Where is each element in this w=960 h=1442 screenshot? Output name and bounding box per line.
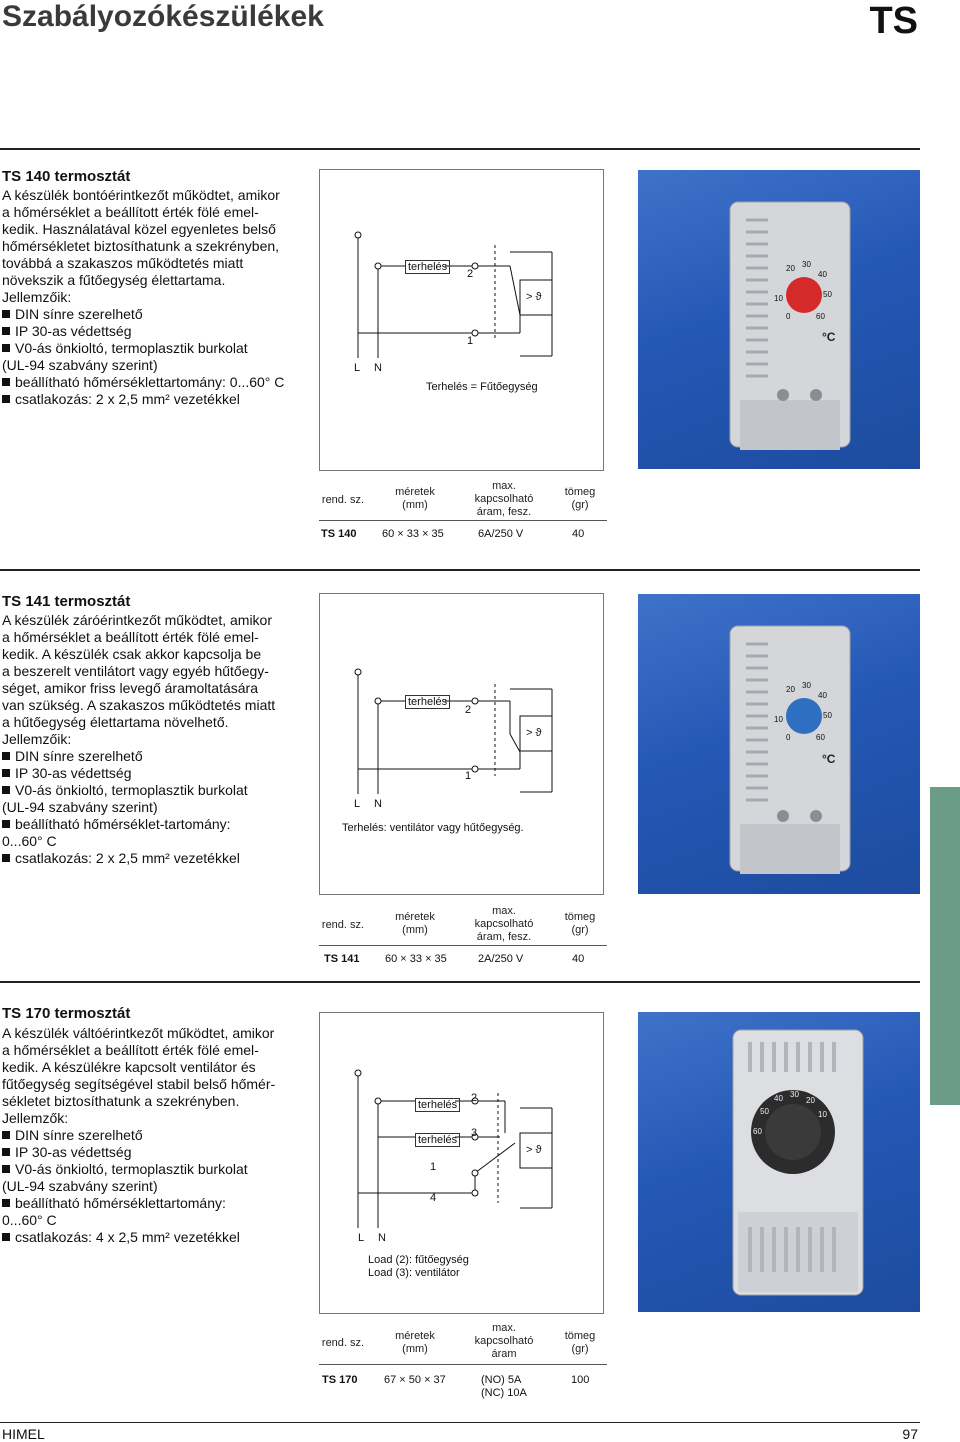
section-tab-marker — [930, 787, 960, 1105]
rating: (NO) 5A — [481, 1374, 522, 1386]
unit-label: °C — [822, 330, 836, 344]
feature-item: IP 30-as védettség — [2, 765, 302, 782]
product-photo — [638, 594, 920, 894]
feature-item: IP 30-as védettség — [2, 323, 302, 340]
order-code: TS 141 — [324, 953, 360, 965]
feature-item: (UL-94 szabvány szerint) — [2, 799, 158, 815]
dimensions: 60 × 33 × 35 — [385, 953, 447, 965]
thermostat-image — [638, 594, 920, 894]
column-header: rend. sz. — [321, 494, 365, 506]
desc-line: kedik. A készülék csak akkor kapcsolja be — [2, 646, 262, 662]
dial-mark: 60 — [753, 1127, 762, 1136]
wiring-schematic — [320, 594, 603, 894]
column-header: méretek (mm) — [395, 911, 435, 936]
desc-line: hőmérsékletet biztosíthatunk a szekrényben, — [2, 238, 280, 254]
spec-table — [319, 1322, 609, 1402]
spec-table — [319, 478, 609, 544]
feature-item: (UL-94 szabvány szerint) — [2, 357, 158, 373]
diagram-caption: Load (3): ventilátor — [368, 1267, 460, 1279]
series-code: TS — [869, 0, 918, 42]
neutral-label: N — [374, 362, 382, 374]
thermostat-image — [638, 170, 920, 469]
dial-mark: 10 — [774, 715, 783, 724]
terminal-label: 1 — [430, 1161, 437, 1173]
dial-mark: 10 — [774, 294, 783, 303]
load-label: terhelés — [405, 260, 450, 274]
wiring-diagram — [319, 1012, 604, 1314]
dial-mark: 20 — [806, 1096, 815, 1105]
order-code: TS 170 — [322, 1374, 358, 1386]
product-heading: TS 140 termosztát — [2, 168, 131, 185]
diagram-caption: Terhelés = Fűtőegység — [426, 381, 538, 393]
feature-item: 0...60° C — [2, 1212, 57, 1228]
neutral-label: N — [374, 798, 382, 810]
desc-line: a hűtőegység élettartama növelhető. — [2, 714, 229, 730]
page-number: 97 — [902, 1426, 918, 1442]
desc-line: a hőmérséklet a beállított érték fölé emel- — [2, 629, 259, 645]
feature-item: beállítható hőmérséklettartomány: — [2, 1195, 302, 1212]
desc-line: a hőmérséklet a beállított érték fölé emel- — [2, 1042, 259, 1058]
dial-mark: 20 — [786, 264, 795, 273]
desc-line: Jellemzőik: — [2, 289, 72, 305]
neutral-label: N — [378, 1232, 386, 1244]
feature-item: IP 30-as védettség — [2, 1144, 302, 1161]
feature-item: V0-ás önkioltó, termoplasztik burkolat — [2, 782, 302, 799]
dimensions: 60 × 33 × 35 — [382, 528, 444, 540]
terminal-label: 4 — [430, 1192, 437, 1204]
section-divider — [0, 569, 920, 571]
product-description — [2, 1025, 302, 1246]
desc-line: a hőmérséklet a beállított érték fölé emel- — [2, 204, 259, 220]
order-code: TS 140 — [321, 528, 357, 540]
load-label: terhelés — [405, 695, 450, 709]
desc-line: sékletet biztosíthatunk a szekrényben. — [2, 1093, 240, 1109]
terminal-label: 2 — [471, 1092, 478, 1104]
line-label: L — [358, 1232, 365, 1244]
column-header: méretek (mm) — [395, 1330, 435, 1355]
product-photo — [638, 1012, 920, 1312]
weight: 40 — [572, 953, 585, 965]
section-divider — [0, 981, 920, 983]
column-header: max. kapcsolható áram, fesz. — [474, 905, 534, 943]
dial-mark: 20 — [786, 685, 795, 694]
feature-item: beállítható hőmérséklettartomány: 0...60° C — [2, 374, 302, 391]
section-divider — [0, 148, 920, 150]
wiring-diagram — [319, 169, 604, 471]
dial-mark: 0 — [786, 733, 791, 742]
table-rule — [319, 945, 607, 946]
footer-rule — [0, 1422, 920, 1423]
product-heading: TS 170 termosztát — [2, 1005, 131, 1022]
column-header: tömeg (gr) — [564, 911, 596, 936]
dial-knob — [786, 277, 822, 313]
column-header: tömeg (gr) — [564, 1330, 596, 1355]
dimensions: 67 × 50 × 37 — [384, 1374, 446, 1386]
rating: 6A/250 V — [478, 528, 524, 540]
load-label: terhelés — [415, 1133, 460, 1147]
desc-line: van szükség. A szakaszos működtetés miatt — [2, 697, 276, 713]
feature-item: csatlakozás: 2 x 2,5 mm² vezetékkel — [2, 850, 302, 867]
line-label: L — [354, 362, 361, 374]
feature-item: DIN sínre szerelhető — [2, 306, 302, 323]
desc-line: A készülék záróérintkezőt működtet, amikor — [2, 612, 273, 628]
dial-mark: 30 — [802, 260, 811, 269]
rating: 2A/250 V — [478, 953, 524, 965]
spec-table — [319, 903, 609, 969]
diagram-caption: Load (2): fűtőegység — [368, 1254, 469, 1266]
thermostat-image — [638, 1012, 920, 1312]
terminal-label: 1 — [467, 335, 474, 347]
desc-line: kedik. Használatával közel egyenletes belső — [2, 221, 276, 237]
temperature-symbol: > ϑ — [526, 291, 542, 303]
dial-mark: 30 — [802, 681, 811, 690]
unit-label: °C — [822, 752, 836, 766]
desc-line: Jellemzőik: — [2, 731, 72, 747]
desc-line: séget, amikor friss levegő áramoltatására — [2, 680, 258, 696]
feature-item: V0-ás önkioltó, termoplasztik burkolat — [2, 340, 302, 357]
product-description — [2, 612, 302, 867]
column-header: rend. sz. — [321, 1337, 365, 1349]
feature-item: 0...60° C — [2, 833, 57, 849]
feature-item: beállítható hőmérséklet-tartomány: — [2, 816, 302, 833]
dial-mark: 0 — [786, 312, 791, 321]
dial-mark: 60 — [816, 733, 825, 742]
column-header: max. kapcsolható áram, fesz. — [474, 480, 534, 518]
table-rule — [319, 1364, 607, 1365]
dial-mark: 60 — [816, 312, 825, 321]
temperature-symbol: > ϑ — [526, 1144, 542, 1156]
feature-item: DIN sínre szerelhető — [2, 748, 302, 765]
feature-item: (UL-94 szabvány szerint) — [2, 1178, 158, 1194]
desc-line: fűtőegység segítségével stabil belső hőmér- — [2, 1076, 276, 1092]
desc-line: A készülék váltóérintkezőt működtet, amikor — [2, 1025, 275, 1041]
page-title: Szabályozókészülékek — [2, 0, 324, 33]
feature-item: V0-ás önkioltó, termoplasztik burkolat — [2, 1161, 302, 1178]
dial-mark: 40 — [818, 270, 827, 279]
weight: 100 — [571, 1374, 590, 1386]
desc-line: Jellemzők: — [2, 1110, 69, 1126]
desc-line: A készülék bontóérintkezőt működtet, amikor — [2, 187, 280, 203]
desc-line: a beszerelt ventilátort vagy egyéb hűtőegy- — [2, 663, 269, 679]
dial-mark: 40 — [774, 1094, 783, 1103]
dial-mark: 30 — [790, 1090, 799, 1099]
column-header: méretek (mm) — [395, 486, 435, 511]
column-header: rend. sz. — [321, 919, 365, 931]
desc-line: kedik. A készülékre kapcsolt ventilátor és — [2, 1059, 256, 1075]
terminal-label: 3 — [471, 1127, 478, 1139]
weight: 40 — [572, 528, 585, 540]
desc-line: továbbá a szakaszos működtetés miatt — [2, 255, 244, 271]
column-header: max. kapcsolható áram — [474, 1322, 534, 1360]
feature-item: csatlakozás: 4 x 2,5 mm² vezetékkel — [2, 1229, 302, 1246]
dial-mark: 50 — [760, 1107, 769, 1116]
line-label: L — [354, 798, 361, 810]
wiring-diagram — [319, 593, 604, 895]
dial-mark: 50 — [823, 290, 832, 299]
temperature-symbol: > ϑ — [526, 727, 542, 739]
feature-item: DIN sínre szerelhető — [2, 1127, 302, 1144]
product-heading: TS 141 termosztát — [2, 593, 131, 610]
wiring-schematic — [320, 1013, 603, 1313]
dial-mark: 40 — [818, 691, 827, 700]
column-header: tömeg (gr) — [564, 486, 596, 511]
product-description — [2, 187, 302, 408]
load-label: terhelés — [415, 1098, 460, 1112]
terminal-label: 2 — [467, 268, 474, 280]
product-photo — [638, 170, 920, 469]
desc-line: növekszik a fűtőegység élettartama. — [2, 272, 226, 288]
dial-mark: 10 — [818, 1110, 827, 1119]
feature-item: csatlakozás: 2 x 2,5 mm² vezetékkel — [2, 391, 302, 408]
brand-name: HIMEL — [2, 1426, 45, 1442]
terminal-label: 2 — [465, 704, 472, 716]
table-rule — [319, 520, 607, 521]
dial-knob — [786, 698, 822, 734]
dial-mark: 50 — [823, 711, 832, 720]
rating: (NC) 10A — [481, 1387, 527, 1399]
terminal-label: 1 — [465, 770, 472, 782]
wiring-schematic — [320, 170, 603, 470]
diagram-caption: Terhelés: ventilátor vagy hűtőegység. — [342, 822, 524, 834]
